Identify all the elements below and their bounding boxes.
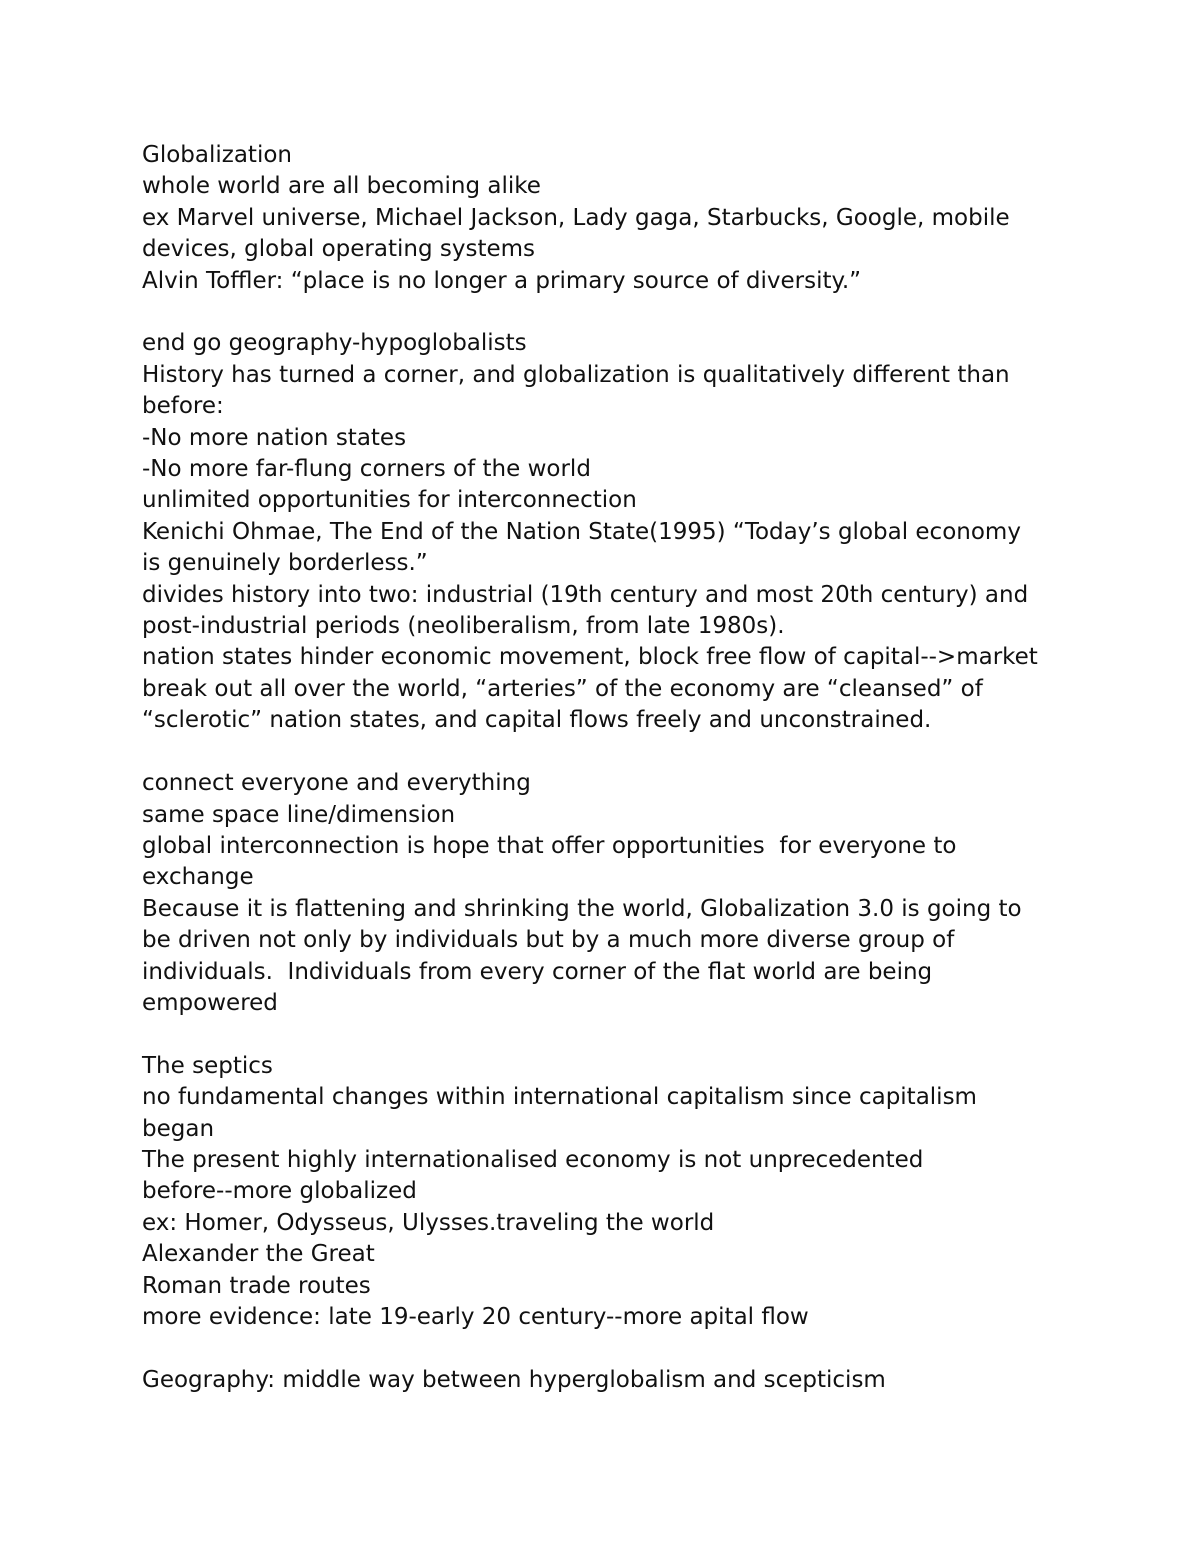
text-line: more evidence: late 19-early 20 century--more apital flow	[142, 1303, 809, 1330]
text-line: Because it is flattening and shrinking the world, Globalization 3.0 is going to	[142, 895, 1022, 922]
section-heading: The septics	[142, 1052, 273, 1079]
text-line: nation states hinder economic movement, block free flow of capital-->market	[142, 644, 1038, 671]
list-item: -No more far-flung corners of the world	[142, 456, 591, 483]
text-line: is genuinely borderless.”	[142, 550, 428, 577]
text-line: History has turned a corner, and globalization is qualitatively different than	[142, 361, 1010, 388]
text-line: devices, global operating systems	[142, 236, 536, 263]
text-line: Alvin Toffler: “place is no longer a primary source of diversity.”	[142, 267, 862, 294]
blank-line	[142, 737, 1072, 768]
text-line: “sclerotic” nation states, and capital flows freely and unconstrained.	[142, 707, 932, 734]
text-line: individuals. Individuals from every corner of the flat world are being	[142, 958, 933, 985]
list-item: -No more nation states	[142, 424, 407, 451]
text-line: post-industrial periods (neoliberalism, from late 1980s).	[142, 613, 785, 640]
blank-line	[142, 1019, 1072, 1050]
section-heading: Geography: middle way between hyperglobalism and scepticism	[142, 1366, 886, 1393]
text-line: global interconnection is hope that offer opportunities for everyone to	[142, 832, 957, 859]
section-heading: end go geography-hypoglobalists	[142, 330, 527, 357]
text-line: before--more globalized	[142, 1178, 417, 1205]
document-title: Globalization	[142, 142, 292, 168]
text-line: ex Marvel universe, Michael Jackson, Lady gaga, Starbucks, Google, mobile	[142, 204, 1010, 231]
text-line: Roman trade routes	[142, 1272, 371, 1299]
text-line: break out all over the world, “arteries” of the economy are “cleansed” of	[142, 675, 983, 702]
text-line: Alexander the Great	[142, 1241, 375, 1268]
text-line: no fundamental changes within international capitalism since capitalism	[142, 1084, 977, 1111]
text-line: divides history into two: industrial (19th century and most 20th century) and	[142, 581, 1029, 608]
document-body	[142, 140, 1072, 1396]
blank-line	[142, 1333, 1072, 1364]
text-line: unlimited opportunities for interconnection	[142, 487, 637, 514]
text-line: before:	[142, 393, 224, 420]
text-line: began	[142, 1115, 215, 1142]
text-line: exchange	[142, 864, 254, 891]
text-line: The present highly internationalised economy is not unprecedented	[142, 1146, 924, 1173]
text-line: same space line/dimension	[142, 801, 456, 828]
text-line: Kenichi Ohmae, The End of the Nation State(1995) “Today’s global economy	[142, 518, 1021, 545]
text-line: be driven not only by individuals but by a much more diverse group of	[142, 927, 955, 954]
text-line: ex: Homer, Odysseus, Ulysses.traveling the world	[142, 1209, 715, 1236]
blank-line	[142, 297, 1072, 328]
text-line: whole world are all becoming alike	[142, 173, 541, 200]
text-line: empowered	[142, 989, 278, 1016]
section-heading: connect everyone and everything	[142, 770, 531, 797]
